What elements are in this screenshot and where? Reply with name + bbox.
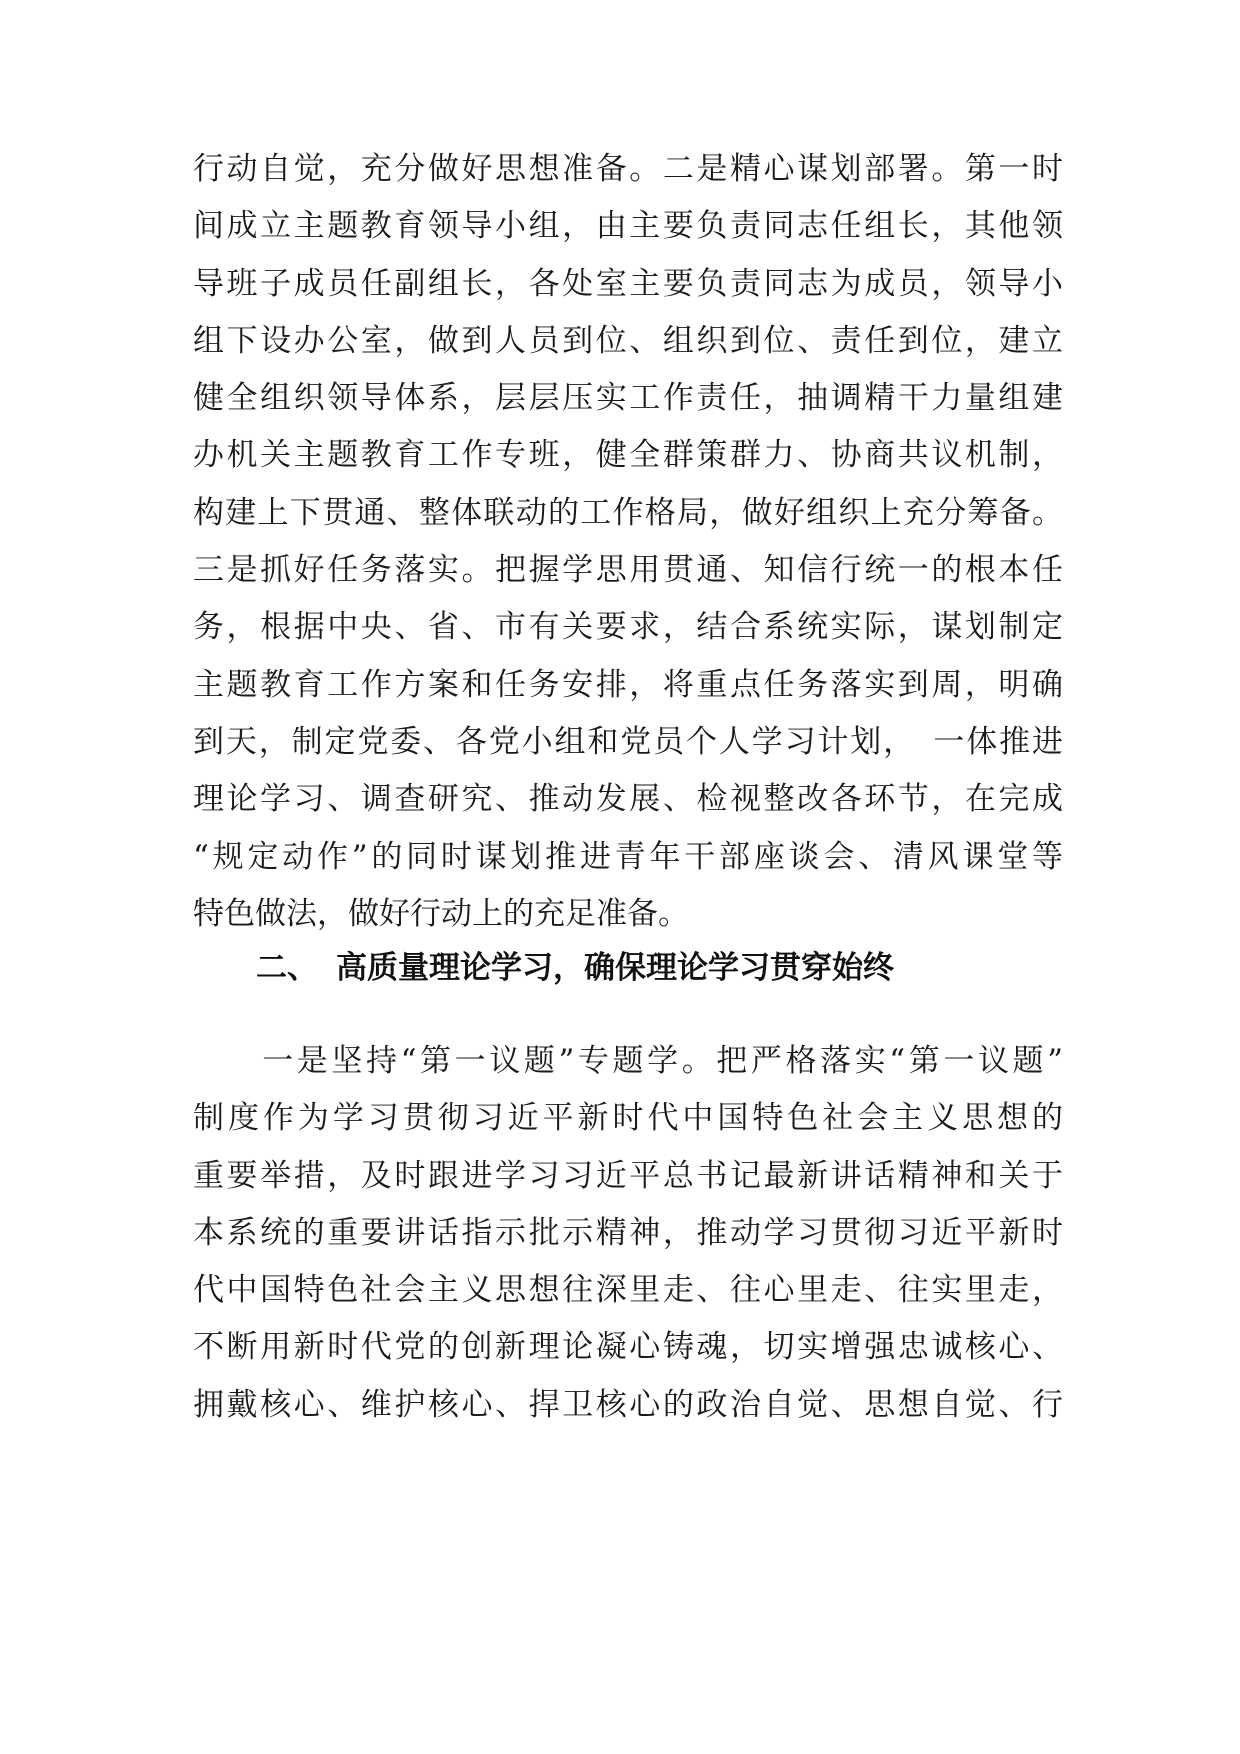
text-line: 一是坚持“第一议题”专题学。把严格落实“第一议题” <box>193 1043 1063 1079</box>
section-number: 二、 <box>256 950 318 986</box>
text-line: 三是抓好任务落实。把握学思用贯通、知信行统一的根本任 <box>193 552 1063 589</box>
text-line: 特色做法，做好行动上的充足准备。 <box>193 895 689 932</box>
text-line: 重要举措，及时跟进学习习近平总书记最新讲话精神和关于 <box>193 1157 1063 1194</box>
text-line: 构建上下贯通、整体联动的工作格局，做好组织上充分筹备。 <box>193 494 1063 531</box>
text-line: 代中国特色社会主义思想往深里走、往心里走、往实里走， <box>193 1272 1063 1309</box>
text-line: 办机关主题教育工作专班，健全群策群力、协商共议机制， <box>193 437 1063 474</box>
text-line: 组下设办公室，做到人员到位、组织到位、责任到位，建立 <box>193 322 1063 359</box>
text-line: 间成立主题教育领导小组，由主要负责同志任组长，其他领 <box>193 208 1063 245</box>
text-line: 健全组织领导体系，层层压实工作责任，抽调精干力量组建 <box>193 380 1063 417</box>
section-heading <box>256 940 894 997</box>
text-line: 制度作为学习贯彻习近平新时代中国特色社会主义思想的 <box>193 1100 1063 1137</box>
text-line: “规定动作”的同时谋划推进青年干部座谈会、清风课堂等 <box>193 838 1063 875</box>
text-line: 理论学习、调查研究、推动发展、检视整改各环节，在完成 <box>193 781 1063 818</box>
section-title: 高质量理论学习，确保理论学习贯穿始终 <box>336 950 894 986</box>
text-line: 到天，制定党委、各党小组和党员个人学习计划， 一体推进 <box>193 723 1063 760</box>
text-line: 主题教育工作方案和任务安排，将重点任务落实到周，明确 <box>193 666 1063 703</box>
body-paragraph-1 <box>193 141 1063 943</box>
text-line: 务，根据中央、省、市有关要求，结合系统实际，谋划制定 <box>193 609 1063 646</box>
body-paragraph-2 <box>193 1033 1063 1434</box>
text-line: 行动自觉，充分做好思想准备。二是精心谋划部署。第一时 <box>193 151 1063 187</box>
text-line: 本系统的重要讲话指示批示精神，推动学习贯彻习近平新时 <box>193 1214 1063 1251</box>
text-line: 不断用新时代党的创新理论凝心铸魂，切实增强忠诚核心、 <box>193 1329 1063 1366</box>
text-line: 导班子成员任副组长，各处室主要负责同志为成员，领导小 <box>193 265 1063 302</box>
text-line: 拥戴核心、维护核心、捍卫核心的政治自觉、思想自觉、行 <box>193 1386 1063 1423</box>
